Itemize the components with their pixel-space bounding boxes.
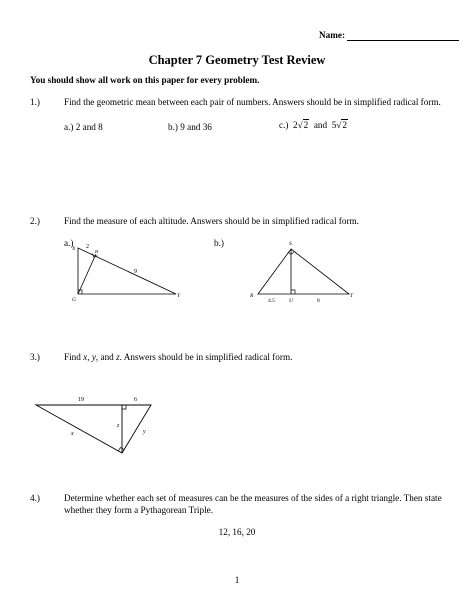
- segment-ut-label: 8: [317, 298, 320, 304]
- vertex-y-label: Y: [177, 293, 181, 299]
- q2-part-a: a.): [64, 238, 74, 248]
- q1-c-label: c.): [279, 120, 289, 130]
- segment-ru-label: 4.5: [268, 298, 275, 304]
- triangle-rst: [258, 249, 349, 294]
- q1-c-coef1: 2: [293, 120, 298, 130]
- vertex-g-label: G: [72, 297, 76, 303]
- q1-part-a: a.) 2 and 8: [64, 122, 103, 132]
- q2-text: Find the measure of each altitude. Answers should be in simplified radical form.: [64, 216, 359, 226]
- q3-sep1: ,: [87, 352, 92, 362]
- q1-part-c: [279, 120, 348, 131]
- q1-c-radicand2: 2: [342, 120, 347, 130]
- side-y-label: y: [143, 429, 146, 435]
- q3-text-post: . Answers should be in simplified radical form.: [119, 352, 293, 362]
- segment-19-label: 19: [78, 397, 84, 403]
- q4-number: 4.): [30, 493, 40, 503]
- side-x-label: x: [71, 431, 74, 437]
- name-label: Name:: [319, 30, 346, 40]
- q3-var-y: y: [91, 352, 96, 362]
- right-triangle-outer: [36, 405, 151, 453]
- q1-part-b: b.) 9 and 36: [168, 122, 212, 132]
- page-title: Chapter 7 Geometry Test Review: [148, 53, 326, 67]
- figure-3-triangle: [30, 392, 160, 462]
- vertex-h-label: H: [95, 249, 99, 254]
- instruction-text: You should show all work on this paper for every problem.: [30, 75, 260, 85]
- vertex-r-label: R: [250, 293, 254, 299]
- segment-6-label: 6: [134, 397, 137, 403]
- q3-number: 3.): [30, 352, 40, 362]
- name-field: [319, 30, 459, 41]
- q4-text-line2: whether they form a Pythagorean Triple.: [64, 505, 214, 515]
- radical-sign-icon: √2: [297, 120, 309, 130]
- radical-sign-icon: √2: [336, 120, 347, 130]
- q2-part-b: b.): [214, 238, 224, 248]
- q3-sep2: , and: [95, 352, 117, 362]
- figure-2a-triangle: [66, 240, 186, 305]
- q3-text-pre: Find: [64, 352, 84, 362]
- figure-2b-triangle: [246, 236, 361, 306]
- q1-number: 1.): [30, 97, 40, 107]
- segment-xh-label: 2: [86, 244, 89, 250]
- q1-c-radicand1: 2: [303, 120, 309, 130]
- q1-c-coef2: 5: [331, 120, 337, 130]
- page-number: 1: [234, 575, 240, 585]
- q1-text: Find the geometric mean between each pair of numbers. Answers should be in simplified radical form.: [64, 97, 441, 107]
- name-blank-line[interactable]: [347, 30, 459, 41]
- q1-c-and: and: [313, 120, 328, 130]
- right-angle-mark: [291, 290, 295, 294]
- segment-hy-label: 9: [134, 269, 137, 275]
- right-angle-mark: [122, 405, 126, 409]
- vertex-s-label: S: [289, 241, 292, 247]
- q2-number: 2.): [30, 216, 40, 226]
- q3-var-x: x: [83, 352, 88, 362]
- q3-text: [64, 352, 292, 363]
- q4-text-line1: Determine whether each set of measures can be the measures of the sides of a right triangle. Then state: [64, 493, 442, 503]
- vertex-x-label: X: [72, 246, 76, 252]
- side-z-label: z: [117, 423, 120, 429]
- vertex-t-label: T: [350, 293, 354, 299]
- q3-var-z: z: [116, 352, 120, 362]
- vertex-u-label: U: [289, 298, 293, 304]
- altitude-gh: [78, 254, 96, 294]
- q4-measure-set: 12, 16, 20: [218, 527, 256, 537]
